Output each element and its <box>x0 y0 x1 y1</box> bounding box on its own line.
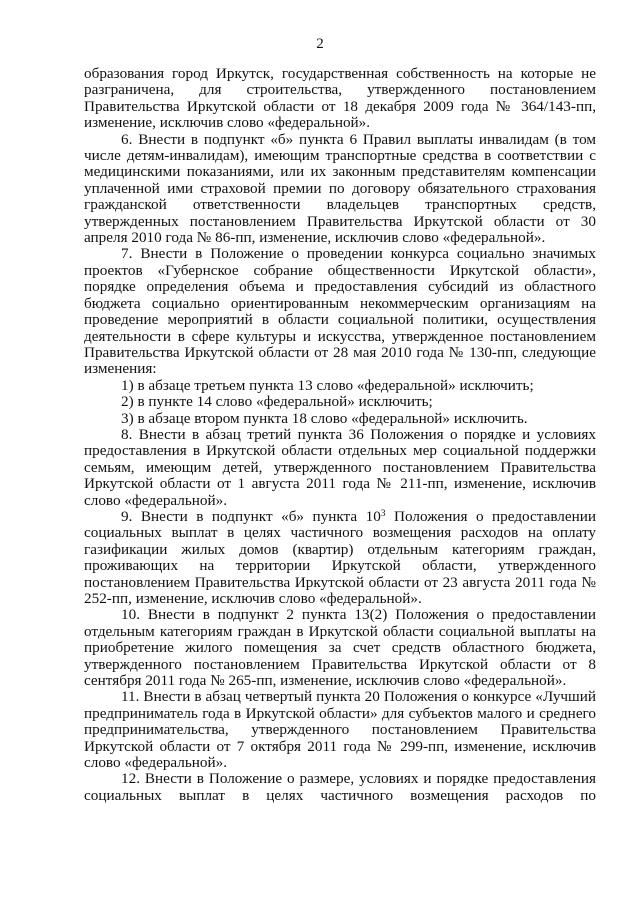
paragraph-item-11: 11. Внести в абзац четвертый пункта 20 Положения о конкурсе «Лучший предприниматель года в Иркутской области» для субъектов малого и среднего предпринимательства, утвержденного постановлением Правительства Иркутской области от 7 октября 2011 года № 299-пп, изменение, исключив слово «федеральной». <box>84 688 596 772</box>
paragraph-item-9-text-after: Положения о предоставлении социальных выплат в целях частичного возмещения расходов на оплату газификации жилых домов (квартир) отдельным категориям граждан, проживающих на территории Иркутской области, утвержденного постановлением Правительства Иркутской области от 23 августа 2011 года № 252-пп, изменение, исключив слово «федеральной». <box>84 507 596 607</box>
paragraph-item-8: 8. Внести в абзац третий пункта 36 Положения о порядке и условиях предоставления в Иркутской области отдельных мер социальной поддержки семьям, имеющим детей, утвержденного постановлением Правительства Иркутской области от 1 августа 2011 года № 211-пп, изменение, исключив слово «федеральной». <box>84 425 596 509</box>
document-body <box>84 66 596 804</box>
paragraph-item-10: 10. Внести в подпункт 2 пункта 13(2) Положения о предоставлении отдельным категориям граждан в Иркутской области социальной выплаты на приобретение жилого помещения за счет средств областного бюджета, утвержденного постановлением Правительства Иркутской области от 8 сентября 2011 года № 265-пп, изменение, исключив слово «федеральной». <box>84 606 596 690</box>
paragraph-continuation: образования город Иркутск, государственная собственность на которые не разграничена, для строительства, утвержденного постановлением Правительства Иркутской области от 18 декабря 2009 года № 364/143-пп, изменение, исключив слово «федеральной». <box>84 65 596 132</box>
paragraph-item-6: 6. Внести в подпункт «б» пункта 6 Правил выплаты инвалидам (в том числе детям-инвалидам), имеющим транспортные средства в соответствии с медицинскими показаниями, или их законным представителям компенсации уплаченной ими страховой премии по договору обязательного страхования гражданской ответственности владельцев транспортных средств, утвержденных постановлением Правительства Иркутской области от 30 апреля 2010 года № 86-пп, изменение, исключив слово «федеральной». <box>84 130 596 247</box>
paragraph-item-7-sub-2: 2) в пункте 14 слово «федеральной» исключить; <box>121 393 433 411</box>
paragraph-item-12: 12. Внести в Положение о размере, условиях и порядке предоставления социальных выплат в целях частичного возмещения расходов по <box>84 770 596 804</box>
paragraph-item-7: 7. Внести в Положение о проведении конкурса социально значимых проектов «Губернское собрание общественности Иркутской области», порядке определения объема и предоставления субсидий из областного бюджета социально ориентированным некоммерческим организациям на проведение мероприятий в области социальной политики, осуществления деятельности в сфере культуры и искусства, утвержденное постановлением Правительства Иркутской области от 28 мая 2010 года № 130-пп, следующие изменения: <box>84 245 596 378</box>
superscript-index: 3 <box>380 508 386 519</box>
paragraph-item-9 <box>84 509 596 607</box>
paragraph-item-9-text-before: 9. Внести в подпункт «б» пункта 10 <box>121 507 381 525</box>
page-number: 2 <box>316 36 324 52</box>
paragraph-item-7-sub-1: 1) в абзаце третьем пункта 13 слово «федеральной» исключить; <box>121 376 534 394</box>
paragraph-item-7-sub-3: 3) в абзаце втором пункта 18 слово «федеральной» исключить. <box>121 409 528 427</box>
